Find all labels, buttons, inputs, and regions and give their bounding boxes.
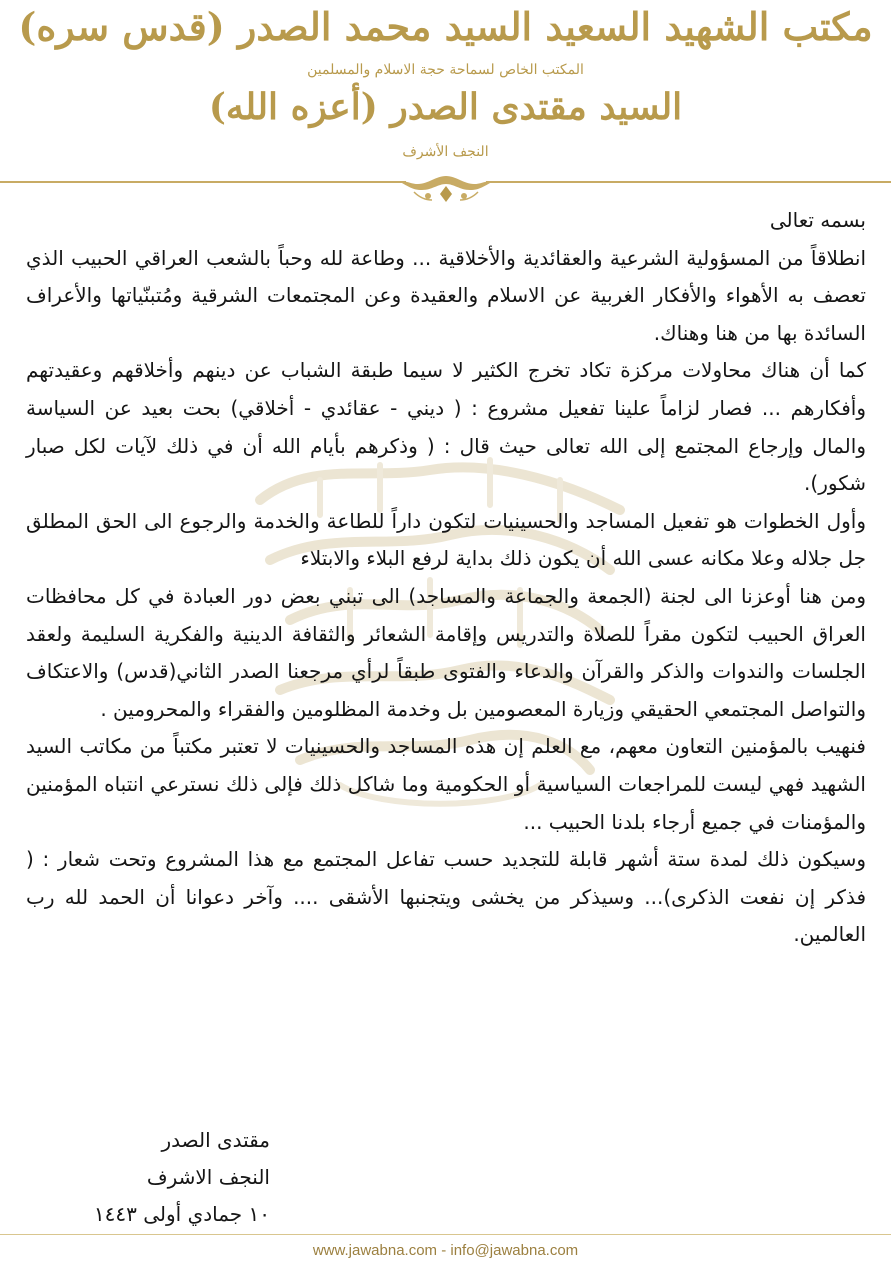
letter-paragraph: وأول الخطوات هو تفعيل المساجد والحسينيات لتكون داراً للطاعة والخدمة والرجوع الى الحق المطلق جل جلاله وعلا مكانه عسى الله أن يكون ذلك بداية لرفع البلاء والابتلاء bbox=[26, 508, 866, 571]
letter-paragraph: انطلاقاً من المسؤولية الشرعية والعقائدية والأخلاقية ... وطاعة لله وحباً بالشعب العراقي الحبيب الذي تعصف به الأهواء والأفكار الغربية عن الاسلام والعقيدة وعن المجتمعات الشرقية ومُتبنّياتها والأعراف السائدة بها من هنا وهناك. bbox=[26, 245, 866, 345]
footer-contact: www.jawabna.com - info@jawabna.com bbox=[312, 1242, 579, 1259]
ornament-icon bbox=[366, 172, 526, 204]
letter-paragraph: وسيكون ذلك لمدة ستة أشهر قابلة للتجديد حسب تفاعل المجتمع مع هذا المشروع وتحت شعار : ( فذكر إن نفعت الذكرى)... وسيذكر من يخشى ويتجنبها الأشقى .... وآخر دعوانا أن الحمد لله رب العالمين. bbox=[26, 847, 866, 947]
signature-date: ١٠ جمادي أولى ١٤٤٣ bbox=[93, 1202, 270, 1226]
letter-body bbox=[26, 202, 866, 954]
letter-opening: بسمه تعالى bbox=[769, 208, 866, 232]
letterhead-title: مكتب الشهيد السعيد السيد محمد الصدر (قدس سره) bbox=[18, 4, 873, 49]
signature-city: النجف الاشرف bbox=[146, 1165, 270, 1189]
letterhead-title-secondary: السيد مقتدى الصدر (أعزه الله) bbox=[208, 86, 683, 128]
letterhead-subtitle: المكتب الخاص لسماحة حجة الاسلام والمسلمين bbox=[307, 62, 584, 78]
signature-name: مقتدى الصدر bbox=[161, 1128, 270, 1152]
letterhead bbox=[0, 0, 891, 200]
footer-divider bbox=[0, 1234, 891, 1235]
letter-paragraph: ومن هنا أوعزنا الى لجنة (الجمعة والجماعة والمساجد) الى تبني بعض دور العبادة في كل محافظات العراق الحبيب لتكون مقراً للصلاة والتدريس وإقامة الشعائر والثقافة الدينية والفكرية السليمة ولعقد الجلسات والندوات والذكر والقرآن والدعاء والفتوى طبقاً لرأي مرجعنا الصدر الثاني(قدس) والاعتكاف والتواصل المجتمعي الحقيقي وزيارة المعصومين بل وخدمة المظلومين والفقراء والمحرومين . bbox=[26, 583, 866, 721]
letterhead-city: النجف الأشرف bbox=[402, 144, 489, 160]
signature-block bbox=[40, 1122, 270, 1233]
letter-paragraph: فنهيب بالمؤمنين التعاون معهم، مع العلم إن هذه المساجد والحسينيات لا تعتبر مكتباً من مكاتب السيد الشهيد فهي ليست للمراجعات السياسية أو الحكومية وما شاكل ذلك فإلى ذلك نسترعي انتباه المؤمنين والمؤمنات في جميع أرجاء بلدنا الحبيب ... bbox=[26, 734, 866, 834]
letter-paragraph: كما أن هناك محاولات مركزة تكاد تخرج الكثير لا سيما طبقة الشباب عن دينهم وأخلاقهم وعقيدتهم وأفكارهم ... فصار لزاماً علينا تفعيل مشروع : ( ديني - عقائدي - أخلاقي) بحت بعيد عن السياسة والمال وإرجاع المجتمع إلى الله تعالى حيث قال : ( وذكرهم بأيام الله أن في ذلك لآيات لكل صبار شكور). bbox=[26, 358, 866, 496]
